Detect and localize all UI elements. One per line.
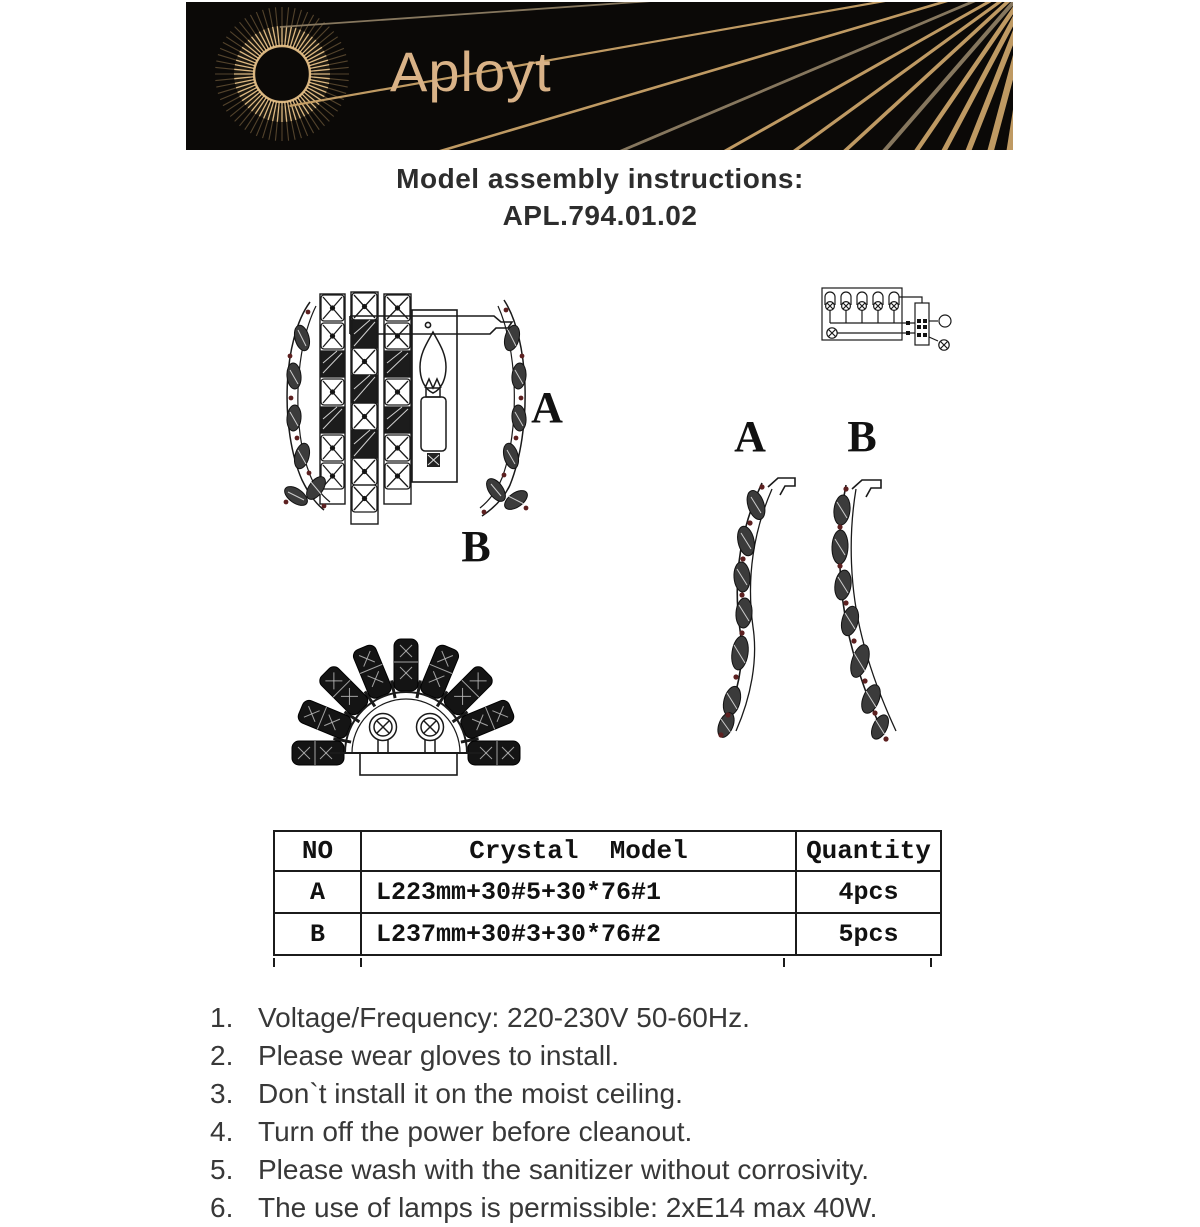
item-number: 5. bbox=[210, 1154, 234, 1185]
crystal-strand-a bbox=[715, 478, 795, 740]
crystal-strand-b bbox=[831, 480, 896, 742]
parts-table bbox=[273, 830, 942, 956]
item-number: 1. bbox=[210, 1002, 234, 1033]
item-number: 3. bbox=[210, 1078, 234, 1109]
crystal-cluster bbox=[394, 639, 418, 691]
wiring-diagram bbox=[810, 275, 970, 365]
table-border-stub bbox=[783, 958, 785, 967]
cell-no: A bbox=[274, 871, 361, 913]
bottom-left-lamp-symbol bbox=[827, 328, 837, 338]
socket-right bbox=[417, 714, 444, 754]
instruction-item bbox=[210, 1037, 1170, 1075]
front-left-strand bbox=[281, 302, 330, 510]
part-b-label: B bbox=[847, 412, 877, 461]
socket-left bbox=[370, 714, 397, 754]
item-text: Turn off the power before cleanout. bbox=[258, 1116, 693, 1147]
cell-model: L237mm+30#3+30*76#2 bbox=[361, 913, 796, 955]
table-header-row bbox=[274, 831, 941, 871]
brand-logo-text: Aployt bbox=[390, 40, 552, 103]
table-row-a bbox=[274, 871, 941, 913]
crystal-parts-drawing bbox=[690, 405, 920, 750]
bottom-right-lamp-symbol bbox=[939, 340, 949, 350]
cell-qty: 4pcs bbox=[796, 871, 941, 913]
lamp-bottom-view-drawing bbox=[280, 615, 580, 790]
table-border-stub bbox=[360, 958, 362, 967]
front-view-label-a: A bbox=[531, 383, 563, 432]
page-title: Model assembly instructions: bbox=[396, 163, 804, 194]
instruction-item bbox=[210, 1151, 1170, 1189]
strand-a-hook bbox=[768, 478, 795, 495]
loop-terminal bbox=[939, 315, 951, 327]
crystal-cluster-fan bbox=[292, 639, 520, 765]
cell-qty: 5pcs bbox=[796, 913, 941, 955]
instruction-list bbox=[210, 999, 1170, 1227]
lamp-symbols-row bbox=[825, 292, 899, 310]
item-number: 2. bbox=[210, 1040, 234, 1071]
instruction-item bbox=[210, 1113, 1170, 1151]
base-bracket bbox=[360, 753, 457, 775]
lamp-front-view-drawing bbox=[280, 280, 580, 580]
front-right-strand bbox=[480, 300, 531, 516]
item-text: Please wear gloves to install. bbox=[258, 1040, 620, 1071]
table-border-stub bbox=[273, 958, 275, 967]
item-number: 4. bbox=[210, 1116, 234, 1147]
instruction-item bbox=[210, 999, 1170, 1037]
cell-model: L223mm+30#5+30*76#1 bbox=[361, 871, 796, 913]
front-view-label-b: B bbox=[461, 522, 491, 571]
terminal-block bbox=[915, 303, 929, 345]
item-text: The use of lamps is permissible: 2xE14 max 40W. bbox=[258, 1192, 878, 1223]
instruction-item bbox=[210, 1189, 1170, 1227]
cell-no: B bbox=[274, 913, 361, 955]
part-a-label: A bbox=[734, 412, 766, 461]
crystal-column-left bbox=[320, 294, 345, 504]
strand-b-hook bbox=[852, 480, 881, 497]
col-header-qty: Quantity bbox=[796, 831, 941, 871]
item-text: Voltage/Frequency: 220-230V 50-60Hz. bbox=[258, 1002, 750, 1033]
table-row-b bbox=[274, 913, 941, 955]
item-text: Please wash with the sanitizer without corrosivity. bbox=[258, 1154, 870, 1185]
banner-decoration bbox=[186, 2, 1013, 150]
col-header-model: Crystal Model bbox=[361, 831, 796, 871]
col-header-no: NO bbox=[274, 831, 361, 871]
brand-banner bbox=[186, 2, 1013, 150]
bulb-drawing bbox=[420, 332, 446, 467]
table-border-stub bbox=[930, 958, 932, 967]
instruction-item bbox=[210, 1075, 1170, 1113]
item-number: 6. bbox=[210, 1192, 234, 1223]
crystal-column-center bbox=[351, 292, 378, 524]
title-block bbox=[0, 163, 1200, 232]
crystal-column-right bbox=[384, 294, 411, 504]
model-number: APL.794.01.02 bbox=[502, 200, 698, 231]
item-text: Don`t install it on the moist ceiling. bbox=[258, 1078, 683, 1109]
